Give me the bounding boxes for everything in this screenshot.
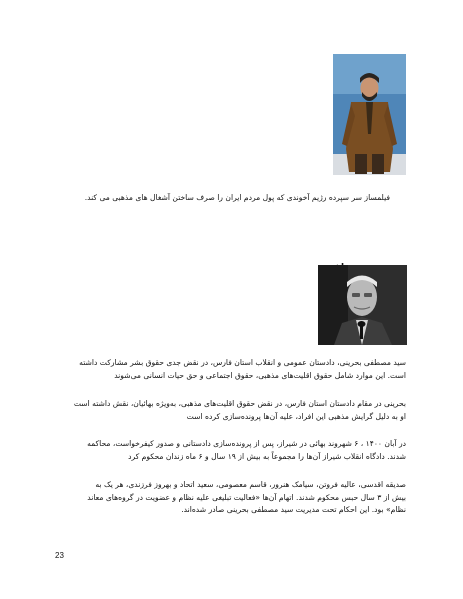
paragraph-4-line-1: صدیقه اقدسی، عالیه فروتن، سیامک هنرور، قاسم معصومی، سعید اتحاد و بهروز فرزندی، هر یک به — [95, 480, 406, 489]
paragraph-4-line-3: نظام» بود. این احکام تحت مدیریت سید مصطفی بحرینی صادر شده‌اند. — [181, 505, 406, 514]
paragraph-1 — [54, 357, 406, 382]
paragraph-1-line-2: است. این موارد شامل حقوق اقلیت‌های مذهبی، حقوق اجتماعی و حق حیات انسانی می‌شوند — [114, 370, 406, 380]
paragraph-3-line-2: شدند. دادگاه انقلاب شیراز آن‌ها را مجموعاً به بیش از ۱۹ سال و ۶ ماه زندان محکوم کرد — [128, 451, 406, 461]
photo-caption: فیلمساز سر سپرده رژیم آخوندی که پول مردم ایران را صرف ساختن آشغال های مذهبی می کند. — [84, 193, 390, 202]
paragraph-3-line-1: در آبان ۱۴۰۰ ، ۶ شهروند بهائی در شیراز، پس از پرونده‌سازی دادستانی و صدور کیفرخواست، محاکمه — [87, 439, 406, 448]
paragraph-1-line-1: سید مصطفی بحرینی، دادستان عمومی و انقلاب استان فارس، در نقض جدی حقوق بشر مشارکت داشته — [79, 358, 406, 367]
page-number: 23 — [55, 551, 64, 560]
paragraph-2-line-2: او به دلیل گرایش مذهبی این افراد، علیه آن‌ها پرونده‌سازی کرده است — [186, 411, 406, 421]
paragraph-2-line-1: بحرینی در مقام دادستان استان فارس، در نقض حقوق اقلیت‌های مذهبی، به‌ویژه بهائیان، نقش داشته است — [73, 399, 406, 408]
paragraph-4 — [54, 479, 406, 517]
paragraph-4-line-2: بیش از ۳ سال حبس محکوم شدند. اتهام آن‌ها «فعالیت تبلیغی علیه نظام و عضویت در گروه‌های معاند — [87, 492, 406, 502]
paragraph-3 — [54, 438, 406, 463]
portrait-image-top — [333, 54, 406, 175]
portrait-image-middle — [318, 265, 407, 345]
portrait-photo-top — [333, 54, 406, 175]
paragraph-2 — [54, 398, 406, 423]
portrait-photo-middle — [318, 265, 407, 345]
